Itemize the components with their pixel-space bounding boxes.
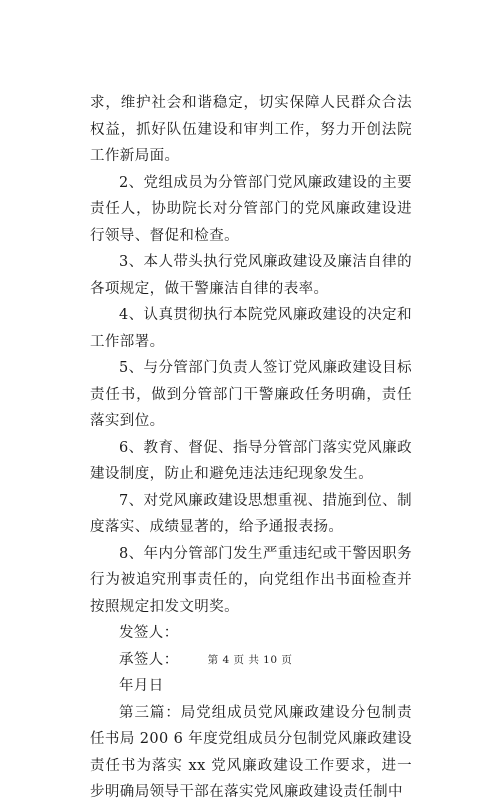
- paragraph-item-5: 5、与分管部门负责人签订党风廉政建设目标责任书，做到分管部门干警廉政任务明确，责任落实到位。: [90, 360, 412, 429]
- paragraph-item-8: 8、年内分管部门发生严重违纪或干警因职务行为被追究刑事责任的，向党组作出书面检查并按照规定扣发文明奖。: [90, 545, 412, 615]
- issuer-signature-line: 发签人：: [119, 625, 179, 641]
- page-footer: 第 4 页 共 10 页: [207, 654, 293, 666]
- document-body: [90, 90, 412, 806]
- paragraph-item-4: 4、认真贯彻执行本院党风廉政建设的决定和工作部署。: [90, 307, 412, 350]
- recipient-signature-line: 承签人：: [119, 651, 179, 668]
- paragraph-part-three: 第三篇：局党组成员党风廉政建设分包制责任书局 200 6 年度党组成员分包制党风廉政建设责任书为落实 xx 党风廉政建设工作要求，进一步明确局领导干部在落实党风廉政建设责任制中: [90, 704, 412, 800]
- paragraph-item-7: 7、对党风廉政建设思想重视、措施到位、制度落实、成绩显著的，给予通报表扬。: [90, 492, 412, 535]
- date-line: 年月日: [119, 678, 164, 694]
- paragraph-item-6: 6、教育、督促、指导分管部门落实党风廉政建设制度，防止和避免违法违纪现象发生。: [90, 439, 412, 482]
- paragraph-item-3: 3、本人带头执行党风廉政建设及廉洁自律的各项规定，做干警廉洁自律的表率。: [90, 254, 412, 297]
- paragraph-continuation: 求，维护社会和谐稳定，切实保障人民群众合法权益，抓好队伍建设和审判工作，努力开创法院工作新局面。: [90, 95, 412, 164]
- paragraph-item-2: 2、党组成员为分管部门党风廉政建设的主要责任人，协助院长对分管部门的党风廉政建设进行领导、督促和检查。: [90, 174, 412, 244]
